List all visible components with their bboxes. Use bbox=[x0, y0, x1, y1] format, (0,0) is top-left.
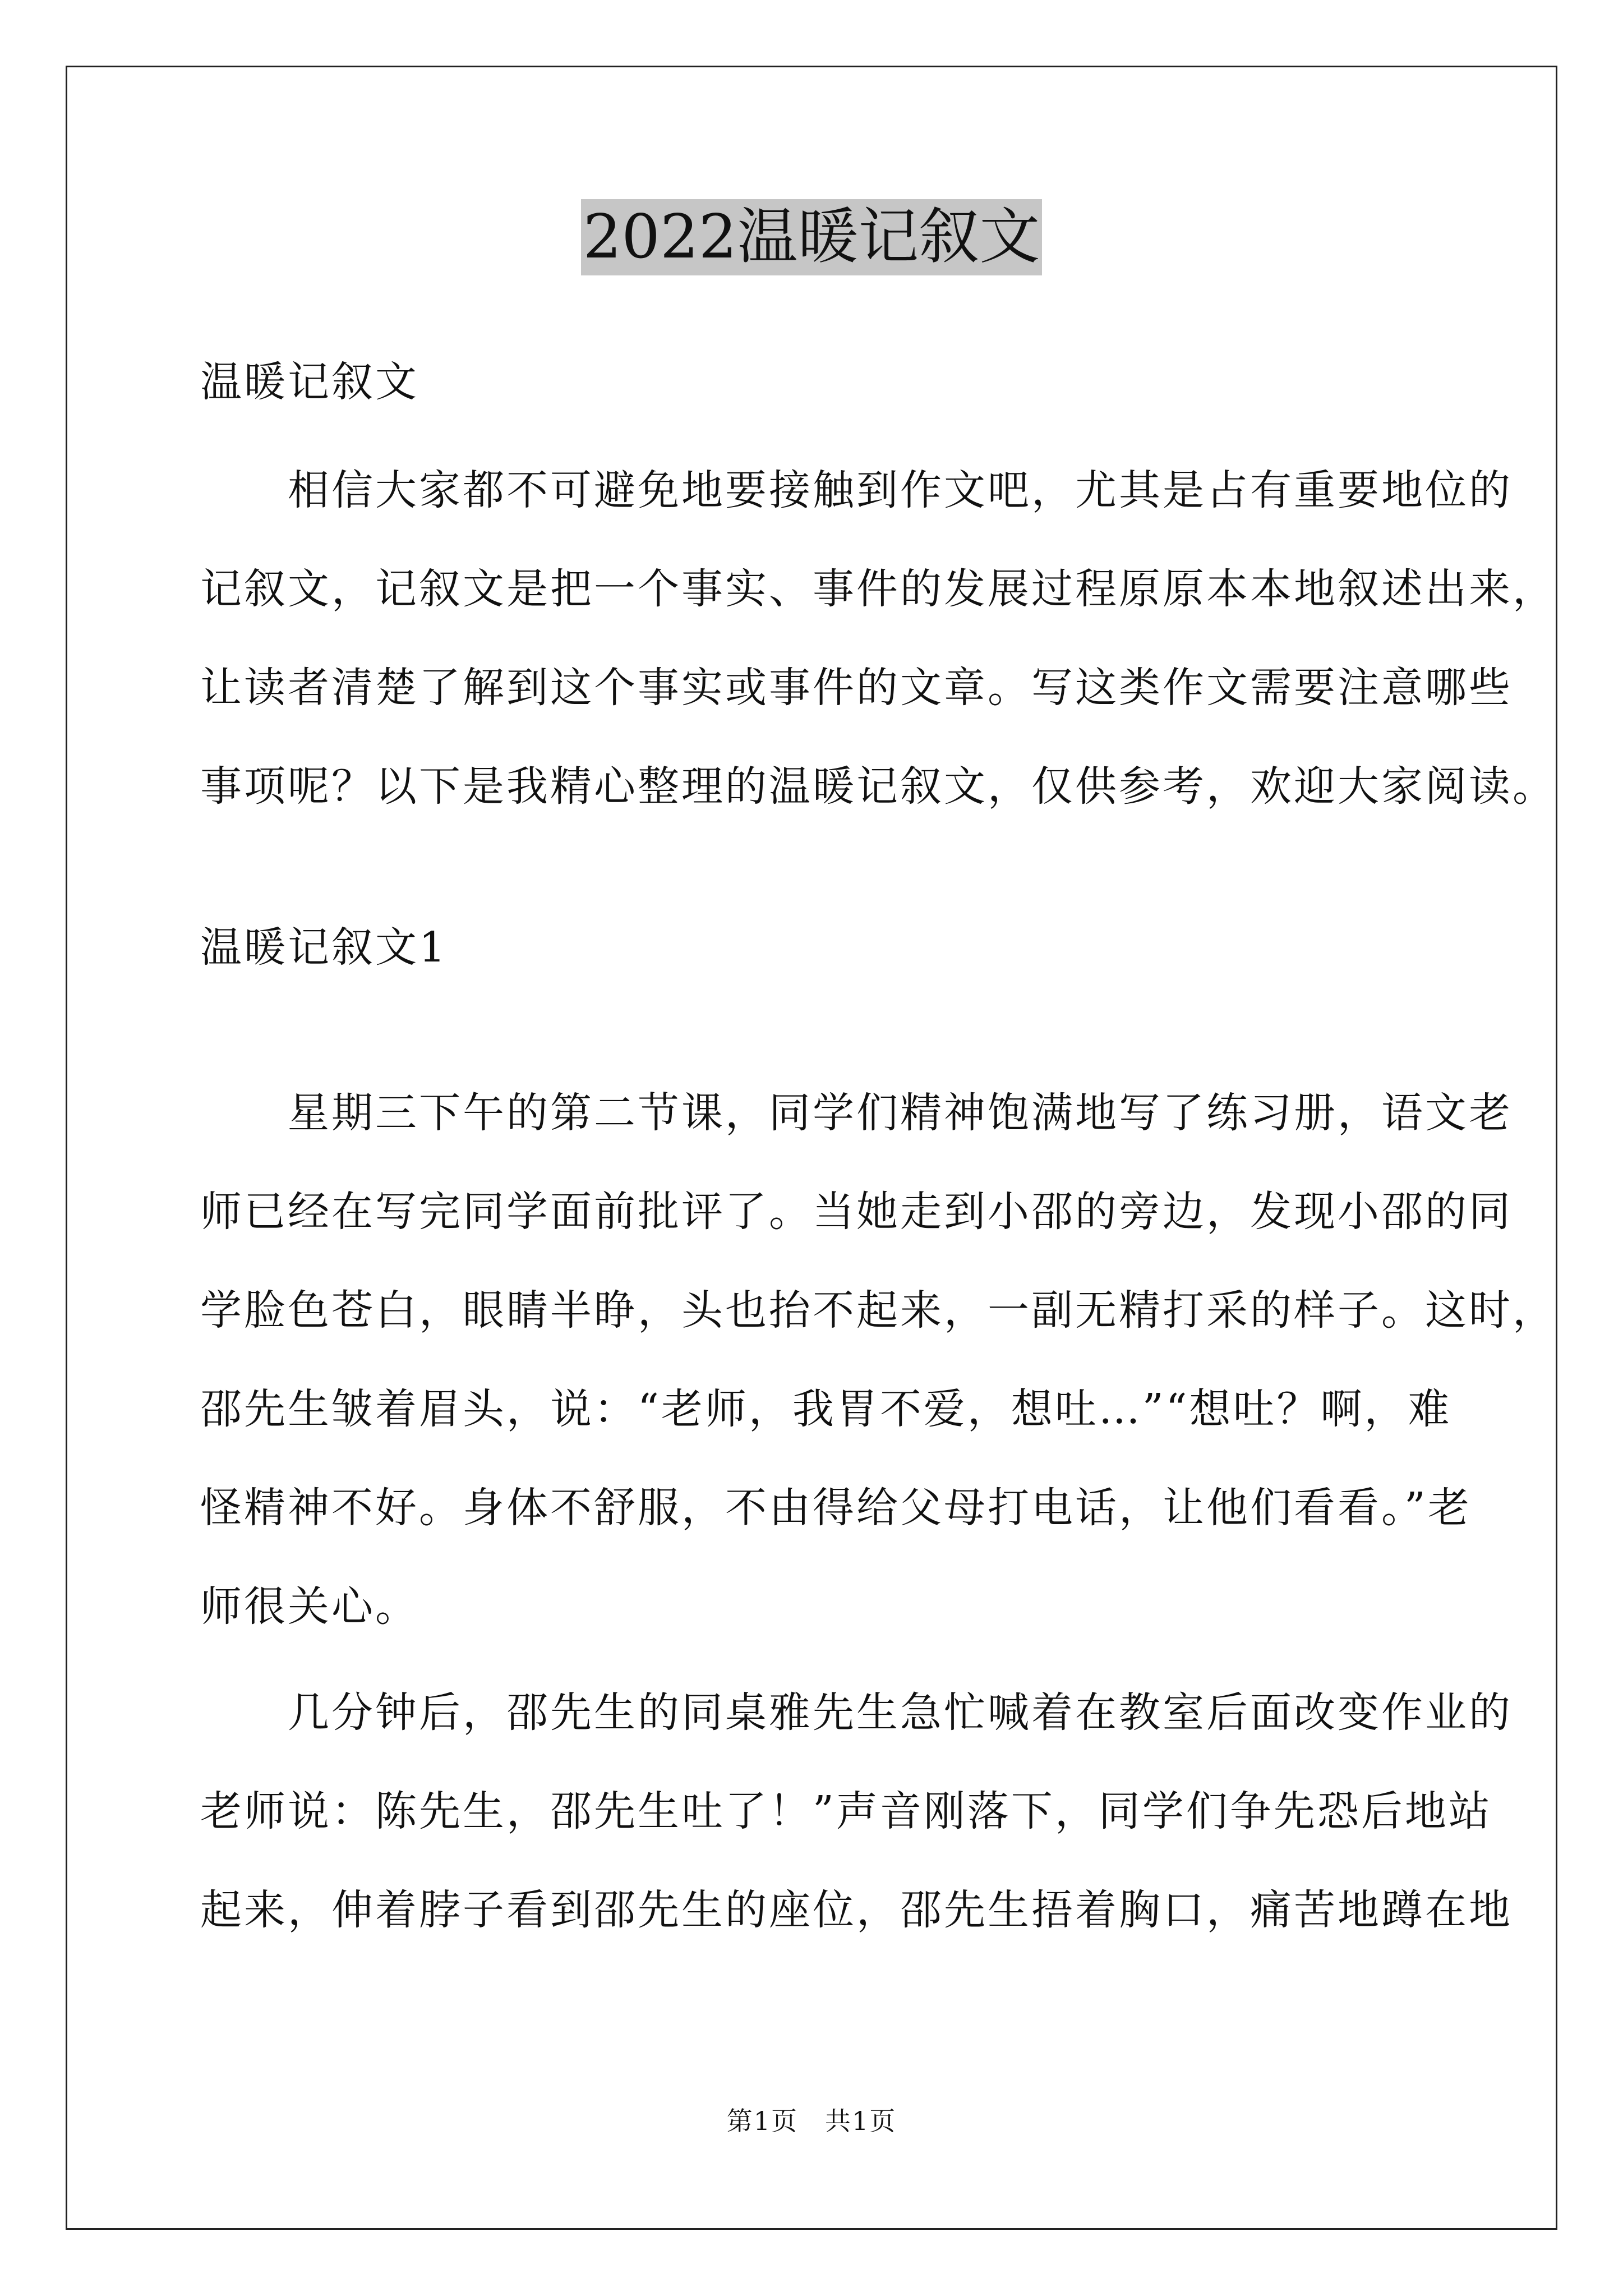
text-line: 起来，伸着脖子看到邵先生的座位，邵先生捂着胸口，痛苦地蹲在地 bbox=[200, 1886, 1513, 1934]
essay-1-paragraph-2 bbox=[200, 1663, 1513, 1959]
text-line: 事项呢？以下是我精心整理的温暖记叙文，仅供参考，欢迎大家阅读。 bbox=[200, 762, 1556, 811]
text-line: 学脸色苍白，眼睛半睁，头也抬不起来，一副无精打采的样子。这时， bbox=[200, 1286, 1556, 1335]
document-title: 2022温暖记叙文 bbox=[581, 199, 1043, 275]
essay-1-paragraph-1 bbox=[200, 1064, 1556, 1656]
text-line: 让读者清楚了解到这个事实或事件的文章。写这类作文需要注意哪些 bbox=[200, 664, 1513, 712]
page-footer: 第1页 共1页 bbox=[726, 2106, 897, 2136]
text-line: 几分钟后，邵先生的同桌雅先生急忙喊着在教室后面改变作业的 bbox=[200, 1688, 1513, 1737]
text-line: 师已经在写完同学面前批评了。当她走到小邵的旁边，发现小邵的同 bbox=[200, 1188, 1513, 1236]
text-line: 怪精神不好。身体不舒服，不由得给父母打电话，让他们看看。”老 bbox=[200, 1484, 1472, 1532]
section-heading-essay-1: 温暖记叙文1 bbox=[200, 923, 448, 972]
text-line: 星期三下午的第二节课，同学们精神饱满地写了练习册，语文老 bbox=[200, 1089, 1513, 1137]
text-line: 师很关心。 bbox=[200, 1582, 419, 1631]
intro-paragraph bbox=[200, 441, 1556, 836]
text-line: 记叙文，记叙文是把一个事实、事件的发展过程原原本本地叙述出来， bbox=[200, 565, 1556, 613]
title-container bbox=[0, 199, 1623, 275]
text-line: 老师说：陈先生，邵先生吐了！”声音刚落下，同学们争先恐后地站 bbox=[200, 1787, 1492, 1835]
text-line: 邵先生皱着眉头，说：“老师，我胃不爱，想吐…”“想吐？啊，难 bbox=[200, 1385, 1452, 1433]
text-line: 相信大家都不可避免地要接触到作文吧，尤其是占有重要地位的 bbox=[200, 466, 1513, 514]
section-heading-intro: 温暖记叙文 bbox=[200, 358, 419, 406]
